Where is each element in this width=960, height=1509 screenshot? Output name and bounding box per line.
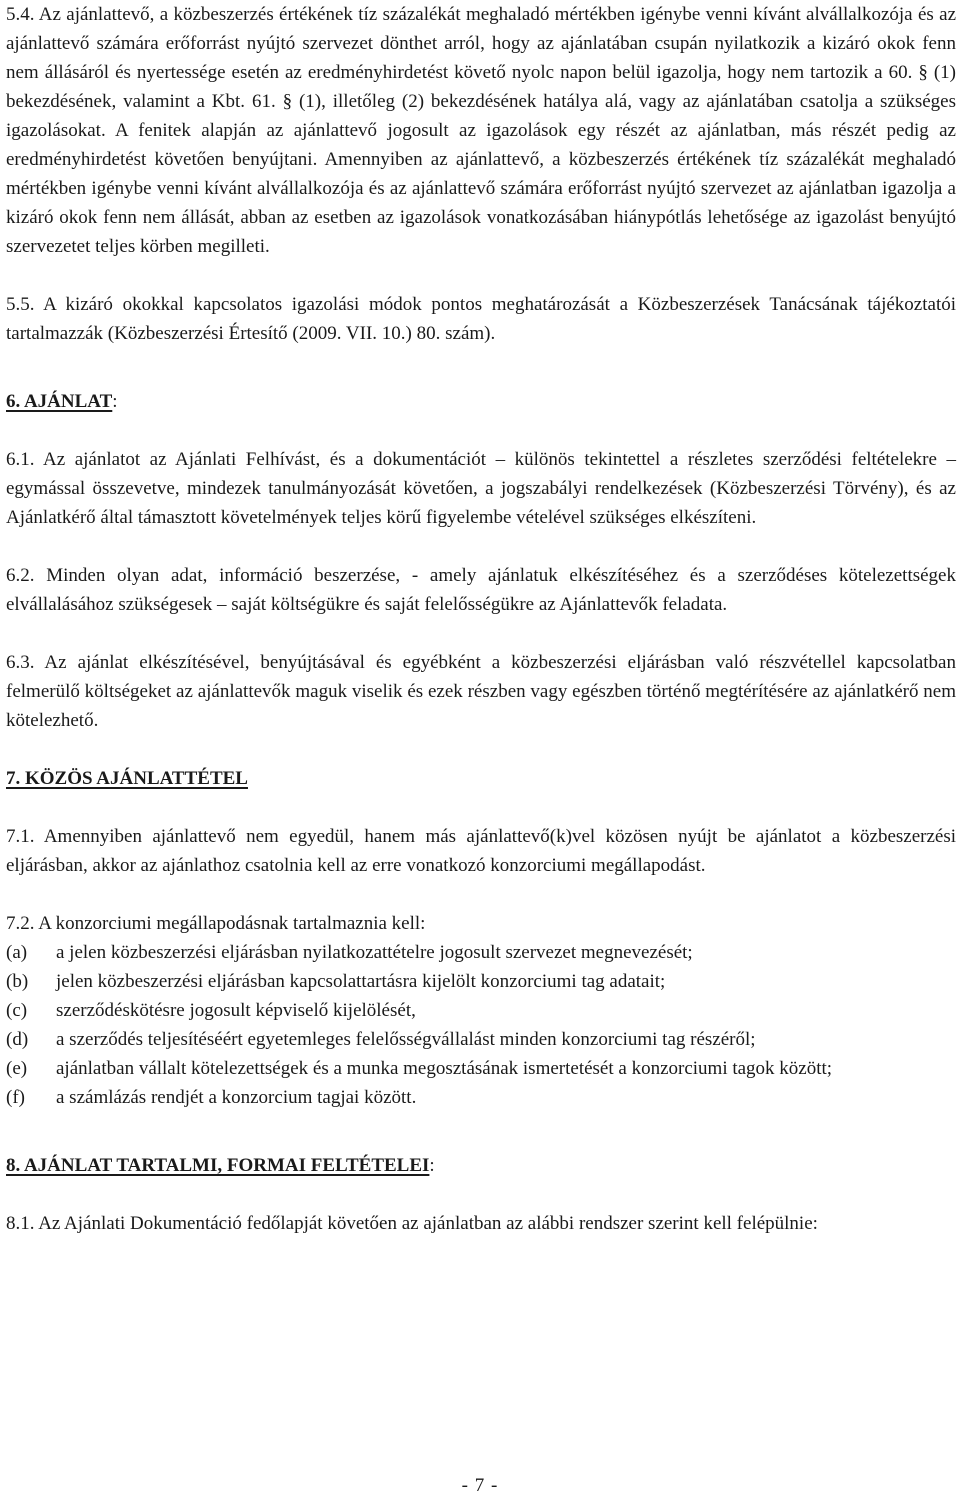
list-item — [6, 967, 956, 996]
heading-8-text: 8. AJÁNLAT TARTALMI, FORMAI FELTÉTELEI — [6, 1155, 430, 1176]
list-item — [6, 938, 956, 967]
section-heading-6 — [6, 387, 956, 416]
list-marker: (a) — [6, 942, 28, 963]
heading-7-text: 7. KÖZÖS AJÁNLATTÉTEL — [6, 768, 248, 789]
list-text: jelen közbeszerzési eljárásban kapcsolattartásra kijelölt konzorciumi tag adatait; — [56, 971, 666, 992]
section-heading-7 — [6, 764, 956, 793]
list-marker: (d) — [6, 1029, 29, 1050]
list-marker: (c) — [6, 1000, 28, 1021]
list-text: ajánlatban vállalt kötelezettségek és a munka megosztásának ismertetését a konzorciumi tagok között; — [56, 1058, 833, 1079]
heading-8-colon: : — [429, 1155, 435, 1176]
list-item — [6, 1083, 956, 1112]
page-number: - 7 - — [461, 1475, 499, 1496]
heading-6-colon: : — [112, 391, 118, 412]
document-page — [6, 0, 956, 1238]
paragraph-5-5: 5.5. A kizáró okokkal kapcsolatos igazolási módok pontos meghatározását a Közbeszerzések Tanácsának tájékoztatói tartalmazzák (Közbeszerzési Értesítő (2009. VII. 10.) 80. szám). — [6, 294, 956, 344]
list-marker: (f) — [6, 1087, 25, 1108]
list-item — [6, 996, 956, 1025]
list-text: a számlázás rendjét a konzorcium tagjai között. — [56, 1087, 417, 1108]
paragraph-7-2: 7.2. A konzorciumi megállapodásnak tartalmaznia kell: — [6, 913, 426, 934]
paragraph-6-2: 6.2. Minden olyan adat, információ beszerzése, - amely ajánlatuk elkészítéséhez és a szerződéses kötelezettségek elvállalásához szükségesek – saját költségükre és saját felelősségükre az Ajánlattevők feladata. — [6, 565, 956, 615]
list-item — [6, 1054, 956, 1083]
paragraph-8-1: 8.1. Az Ajánlati Dokumentáció fedőlapját követően az ajánlatban az alábbi rendszer szerint kell felépülnie: — [6, 1213, 818, 1234]
list-text: a szerződés teljesítéséért egyetemleges felelősségvállalást minden konzorciumi tag részéről; — [56, 1029, 756, 1050]
paragraph-6-1: 6.1. Az ajánlatot az Ajánlati Felhívást, és a dokumentációt – különös tekintettel a részletes szerződési feltételekre – egymással összevetve, mindezek tanulmányozását követően, a jogszabályi rendelkezések (Közbeszerzési Törvény), és az Ajánlatkérő által támasztott követelmények teljes körű figyelembe vételével szükséges elkészíteni. — [6, 449, 956, 528]
paragraph-7-1: 7.1. Amennyiben ajánlattevő nem egyedül, hanem más ajánlattevő(k)vel közösen nyújt be ajánlatot a közbeszerzési eljárásban, akkor az ajánlathoz csatolnia kell az erre vonatkozó konzorciumi megállapodást. — [6, 826, 956, 876]
paragraph-6-3: 6.3. Az ajánlat elkészítésével, benyújtásával és egyébként a közbeszerzési eljárásban való részvétellel kapcsolatban felmerülő költségeket az ajánlattevők maguk viselik és ezek részben vagy egészben történő megtérítésére az ajánlatkérő nem kötelezhető. — [6, 652, 956, 731]
section-heading-8 — [6, 1151, 956, 1180]
list-marker: (e) — [6, 1058, 28, 1079]
heading-6-text: 6. AJÁNLAT — [6, 391, 113, 412]
list-text: a jelen közbeszerzési eljárásban nyilatkozattételre jogosult szervezet megnevezését; — [56, 942, 693, 963]
paragraph-5-4: 5.4. Az ajánlattevő, a közbeszerzés értékének tíz százalékát meghaladó mértékben igénybe venni kívánt alvállalkozója és az ajánlattevő számára erőforrást nyújtó szervezet dönthet arról, hogy az ajánlatában csupán nyilatkozik a kizáró okok fenn nem állásáról és nyertessége esetén az eredményhirdetést követő nyolc napon belül igazolja, hogy nem tartozik a 60. § (1) bekezdésének, valamint a Kbt. 61. § (1), illetőleg (2) bekezdésének hatálya alá, vagy az ajánlatában csatolja a szükséges igazolásokat. A fenitek alapján az ajánlattevő jogosult az igazolások egy részét az ajánlatban, más részét pedig az eredményhirdetést követően benyújtani. Amennyiben az ajánlattevő, a közbeszerzés értékének tíz százalékát meghaladó mértékben igénybe venni kívánt alvállalkozója és az ajánlattevő számára erőforrást nyújtó szervezet az ajánlatban igazolja a kizáró okok fenn nem állását, abban az esetben az igazolások vonatkozásában hiánypótlás lehetősége az igazolást benyújtó szervezetet teljes körben megilleti. — [6, 4, 956, 257]
list-text: szerződéskötésre jogosult képviselő kijelölését, — [56, 1000, 416, 1021]
list-item — [6, 1025, 956, 1054]
list-marker: (b) — [6, 971, 29, 992]
